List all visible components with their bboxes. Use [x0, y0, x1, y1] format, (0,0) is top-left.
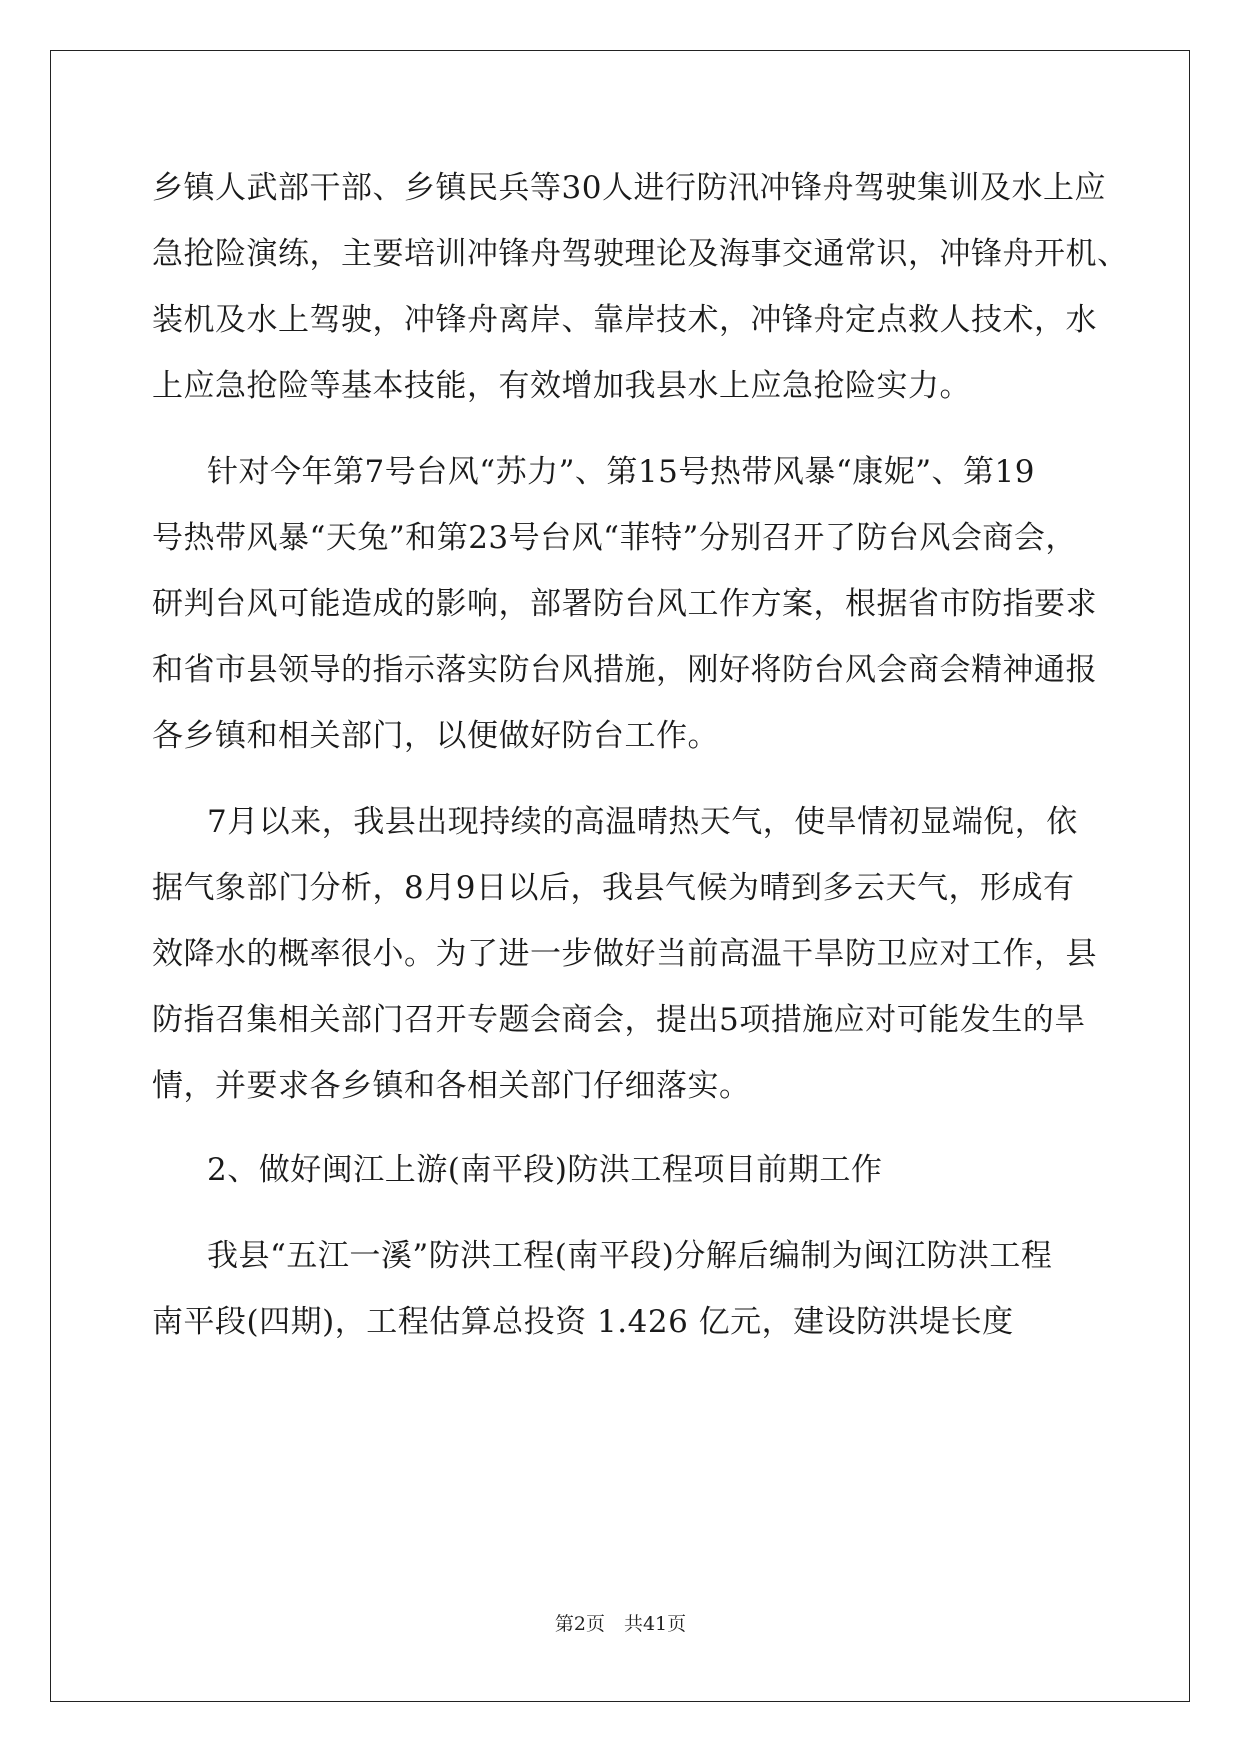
- text-line: 各乡镇和相关部门，以便做好防台工作。: [152, 718, 719, 754]
- text-line: 装机及水上驾驶，冲锋舟离岸、靠岸技术，冲锋舟定点救人技术，水: [152, 302, 1097, 338]
- page-number-footer: 第2页 共41页: [554, 1613, 687, 1635]
- text-line: 号热带风暴“天兔”和第23号台风“菲特”分别召开了防台风会商会，: [152, 520, 1077, 556]
- text-line: 上应急抢险等基本技能，有效增加我县水上应急抢险实力。: [152, 368, 971, 404]
- text-line: 据气象部门分析，8月9日以后，我县气候为晴到多云天气，形成有: [152, 870, 1075, 906]
- text-line: 和省市县领导的指示落实防台风措施，刚好将防台风会商会精神通报: [152, 652, 1097, 688]
- text-line: 急抢险演练，主要培训冲锋舟驾驶理论及海事交通常识，冲锋舟开机、: [152, 236, 1129, 272]
- text-line: 研判台风可能造成的影响，部署防台风工作方案，根据省市防指要求: [152, 586, 1097, 622]
- paragraph-first-line: 7月以来，我县出现持续的高温晴热天气，使旱情初显端倪，依: [207, 804, 1078, 840]
- section-heading: 2、做好闽江上游(南平段)防洪工程项目前期工作: [207, 1152, 883, 1188]
- paragraph-first-line: 我县“五江一溪”防洪工程(南平段)分解后编制为闽江防洪工程: [207, 1238, 1053, 1274]
- text-line: 效降水的概率很小。为了进一步做好当前高温干旱防卫应对工作，县: [152, 936, 1097, 972]
- text-line: 乡镇人武部干部、乡镇民兵等30人进行防汛冲锋舟驾驶集训及水上应: [152, 170, 1106, 206]
- paragraph-first-line: 针对今年第7号台风“苏力”、第15号热带风暴“康妮”、第19: [207, 454, 1036, 490]
- text-line: 防指召集相关部门召开专题会商会，提出5项措施应对可能发生的旱: [152, 1002, 1086, 1038]
- text-line: 南平段(四期)，工程估算总投资 1.426 亿元，建设防洪堤长度: [152, 1304, 1014, 1340]
- text-line: 情，并要求各乡镇和各相关部门仔细落实。: [152, 1068, 751, 1104]
